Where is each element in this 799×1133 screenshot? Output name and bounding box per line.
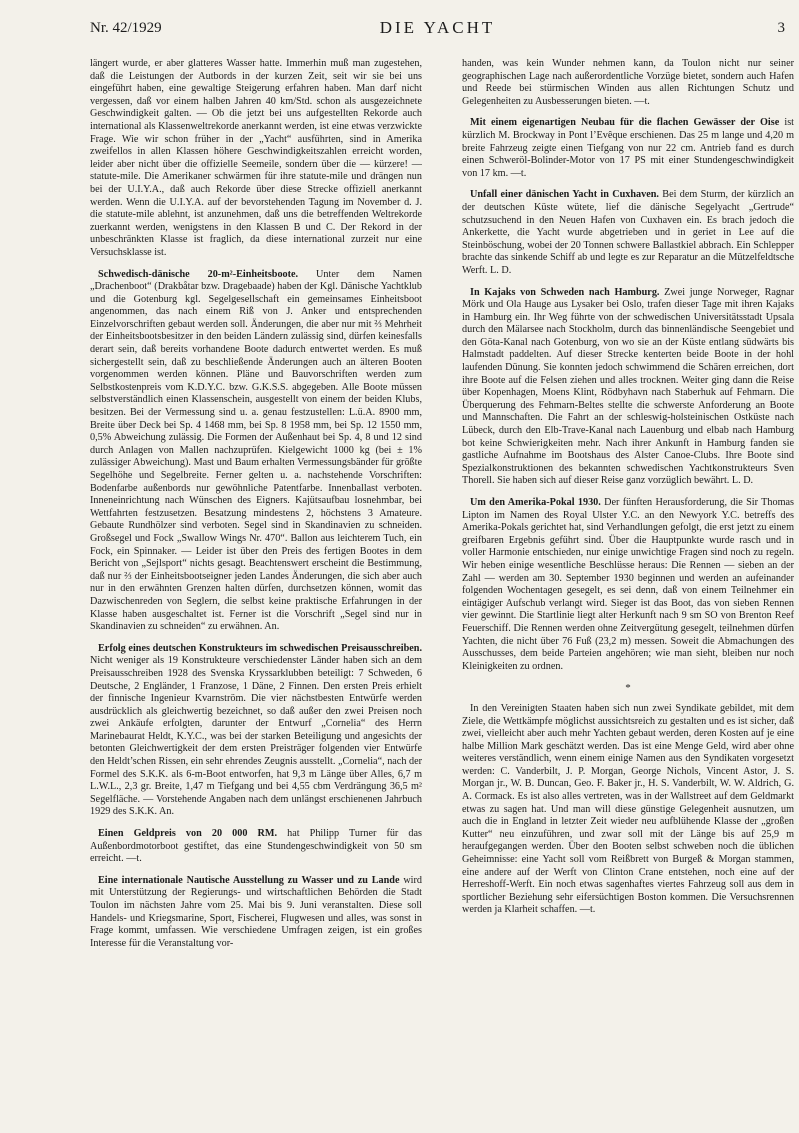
article-body: Der fünften Herausforderung, die Sir Thomas Lipton im Namen des Royal Ulster Y.C. an den Newyork Y.C. betreffs des Amerika-Pokals gerichtet hat, sind Verhandlungen gefolgt, die erst jetzt zu einem greifbaren Ergebnis geführt sind. Über die Hauptpunkte wurde rasch und in voller Harmonie entschieden, nur einige unwichtige Fragen sind noch zu regeln. Wir heben einige wesentliche Beschlüsse heraus: Die Rennen — sieben an der Zahl — werden am 30. September 1930 beginnen und werden an aufeinander folgenden Wochentagen gesegelt, es sei denn, daß von einem Teilnehmer ein eintägiger Aufschub verlangt wird. Sieger ist das Boot, das von sieben Rennen vier gewinnt. Die Startlinie liegt alter Herkunft nach 9 sm SO von Brenton Reef Feuerschiff. Die Rennen werden ohne Zeitvergütung gesegelt, teilnehmen dürfen Yachten, die nicht über 76 Fuß (23,2 m) messen. Soweit die Abmachungen des Ausschusses, dem beide Parteien angehören; wie man sieht, bleiben nur noch Kleinigkeiten zu ordnen.: [462, 497, 794, 672]
section-separator-star: *: [625, 682, 631, 695]
article-headline: Eine internationale Nautische Ausstellung zu Wasser und zu Lande: [98, 874, 400, 886]
article-continuation: handen, was kein Wunder nehmen kann, da Toulon nicht nur seiner geographischen Lage nach außerordentliche Vorzüge bietet, sondern auch Hafen und Reede bei stürmischen Winden aus allen Richtungen Schutz und Gelegenheiten zu Ausbesserungen bieten. —t.: [462, 58, 794, 107]
article-syndikate: [462, 703, 794, 917]
article-headline: Um den Amerika-Pokal 1930.: [470, 497, 601, 508]
article-cuxhaven-unfall: [462, 189, 794, 277]
article-headline: Einen Geldpreis von 20 000 RM.: [98, 828, 278, 840]
page-number: 3: [777, 20, 785, 36]
article-continuation: längert wurde, er aber glatteres Wasser hatte. Immerhin muß man zugestehen, daß die Leistungen der Autbords in der kurzen Zeit, seit wir sie bei uns eingeführt haben, eine gewaltige Steigerung erfahren haben. Man darf nicht vergessen, daß vor einem halben Jahren 40 km/Std. schon als ausgezeichnete Geschwindigkeit galten. — Ob die jetzt bei uns aufgestellten Rekorde auch international als Klassenweltrekorde anerkannt werden, ist eine etwas verzwickte Frage. Wie wir schon früher in der „Yacht“ ausführten, sind in Amerika zweifellos in allen Klassen höhere Geschwindigkeitszahlen erreicht worden, leider aber nicht über die offizielle Seemeile, sondern über die — kürzere! — statute-mile. Die Amerikaner schwärmen für ihre statute-mile und drängen nun bei der U.I.Y.A., daß auch Rekorde über diese Strecke offiziell anerkannt werden. Wenn die U.I.Y.A. auf der bevorstehenden Tagung im November d. J. die statute-mile ablehnt, ist anzunehmen, daß uns die betreffenden Weltrekorde zuerkannt werden, wenigstens in den Klassen B und C. Der Rekord in der unbeschränkten Klasse ist fraglich, da diese international zurzeit nur eine Versuchsklasse ist.: [90, 58, 422, 258]
magazine-title: DIE YACHT: [379, 18, 496, 37]
issue-number: Nr. 42/1929: [90, 20, 162, 36]
article-body: hat Philipp Turner für das Außenbordmotorboot gestiftet, das eine Stundengeschwindigkeit von 50 sm erreicht. —t.: [90, 828, 422, 865]
article-body: Unter dem Namen „Drachenboot“ (Drakbåtar bzw. Dragebaade) haben der Kgl. Dänische Yachtklub und die Gotenburg kgl. Segelgesellschaft ein gemeinsames Einheitsboot angenommen, das nach einem Riß von J. Anker und entsprechenden Einzelvorschriften gebaut werden soll. Änderungen, die aber nur mit ⅔ Mehrheit der Einheitsbootsbesitzer in den beiden Ländern zulässig sind, dürfen keinesfalls derart sein, daß bereits vorhandene Boote dadurch entwertet werden. Es muß sichergestellt sein, daß zu beschließende Änderungen auch an älteren Booten vorgenommen werden können. Pläne und Bauvorschriften werden zum Selbstkostenpreis vom K.D.Y.C. bzw. G.K.S.S. abgegeben. Alle Boote müssen selbstverständlich einen Klassenschein, ausgestellt von einem der beiden Klubs, besitzen. Bei der Vermessung sind u. a. genau festzustellen: L.ü.A. 8900 mm, Breite über Deck bei Sp. 4 1468 mm, bei Sp. 8 1958 mm, bei Sp. 12 1550 mm, 0,5% Abweichung zulässig. Die Formen der Außenhaut bei Sp. 4, 8 und 12 sind durch Anlagen von Mallen nachzuprüfen. Kielgewicht 1000 kg (bei ± 1% zulässiger Abweichung). Mast und Baum erhalten Vermessungsbänder für größte Segelhöhe und Segelbreite. Ferner gelten u. a. nachstehende Vorschriften: Bodenfarbe außenbords nur gewöhnliche Patentfarbe. Innenballast verboten. Inneneinrichtung nach Wünschen des Eigners. Kajütsaufbau losnehmbar, bei Wettfahrten festzusetzen. Besatzung mindestens 2, höchstens 3 Amateure. Gebaute Rundhölzer sind verboten. Segel sind in Skandinavien zu schneiden. Großsegel und Fock „Swallow Wings Nr. 470“. Ballon aus leichterem Tuch, ein Fock, ein Spinnaker. — Leider ist über den Preis des fertigen Bootes in dem Bericht von „Sejlsport“ nichts gesagt. Beachtenswert erscheint die Bestimmung, daß nur ⅔ der Einheitsbootseigner jeden Landes Änderungen, die sich aber auch nur in den erwähnten Grenzen halten dürfen, durchsetzen können, womit das Dazwischenreden von Seglern, die selbst keine praktische Erfahrungen in der Klasse haben ausgeschaltet ist. Ferner ist die Vorschrift „Segel sind nur in Skandinavien zu schneiden“ zu erwähnen. An.: [90, 268, 423, 633]
article-body: ist kürzlich M. Brockway in Pont l’Evêque erschienen. Das 25 m lange und 4,20 m breite Fahrzeug zeigte einen Tiefgang von nur 22 cm. Antrieb fand es durch einen Schweröl-Bolinder-Motor von 17 PS mit einer Stundengeschwindigkeit von 17 km. —t.: [462, 117, 794, 179]
article-body: Nicht weniger als 19 Konstrukteure verschiedenster Länder haben sich an dem Preisausschreiben 1928 des Svenska Kryssarklubben beteiligt: 7 Schweden, 6 Deutsche, 2 Engländer, 1 Franzose, 1 Däne, 2 Finnen. Den ersten Preis erhielt der finnische Ingenieur Kvarnström. Die vier nächstbesten Entwürfe werden ausdrücklich als gleichwertig bezeichnet, so daß außer den zwei Preisen noch zwei Ankäufe erfolgten, darunter der Entwurf „Cornelia“ des Herrn Marinebaurat Heldt, K.Y.C., was bei der starken Beteiligung und angesichts der betonten Gleichwertigkeit der dem ersten Preisträger folgenden vier Entwürfe den Heldt’schen Rissen, ein sehr ehrendes Zeugnis ausstellt. „Cornelia“, nach der Formel des S.K.K. als 6-m-Boot entworfen, hat 9,3 m Länge über Alles, 6,7 m L.W.L., 2,3 gr. Breite, 1,47 m Tiefgang und bei 4,55 cbm Verdrängung 36,5 m² Segelfläche. — Vorstehende Angaben nach dem unlängst erschienenen Jahrbuch 1929 des S.K.K. An.: [90, 655, 422, 818]
page-header: [90, 18, 785, 44]
article-headline: Schwedisch-dänische 20-m²-Einheitsboote.: [98, 268, 299, 280]
article-body: Zwei junge Norweger, Ragnar Mörk und Ola Hauge aus Lysaker bei Oslo, trafen dieser Tage mit ihren Kajaks in Hamburg ein. Ihr Weg führte von der schwedischen Universitätsstadt Upsala durch den Mälarsee nach Stockholm, durch das binnenländische Seengebiet und den Göta-Kanal nach Gotenburg, von wo sie an der Küste entlang südwärts bis Halmstadt paddelten. Auf dieser Strecke kenterten beide Boote in der hohl laufenden Dünung. Sie konnten jedoch schwimmend die Schären erreichen, dort ihre Boote auf die Felsen ziehen und alles trocknen. Weiter ging dann die Reise über Kopenhagen, Moens Klint, Rödbyhavn nach Staberhuk auf Fehmarn. Die Überquerung des Fehmarn-Beltes stellte die schwerste Anforderung an Boote und Mannschaften. Die Fahrt an der schleswig-holsteinischen Ostküste nach Lübeck, durch den Elb-Trave-Kanal nach Lauenburg und elbab nach Hamburg bot keine Schwierigkeiten mehr. Nach ihrer Ankunft in Hamburg fanden sie gastliche Aufnahme im Bootshaus des Alster Canoe-Clubs. Ihre Boote sind Spezialkonstruktionen des bekannten schwedischen Yachtkonstrukteurs Sven Thorell. Sie haben sich auf dieser Reise ganz vorzüglich bewährt. L. D.: [462, 286, 795, 487]
article-headline: Mit einem eigenartigen Neubau für die flachen Gewässer der Oise: [470, 117, 780, 129]
article-konstrukteur: [90, 643, 422, 819]
article-body: wird mit Unterstützung der Regierungs- und wirtschaftlichen Behörden die Stadt Toulon im nächsten Jahre vom 25. Mai bis 9. Juni veranstalten. Diese soll Handels- und Kriegsmarine, Sport, Fischerei, Flugwesen und alles, was sonst in Frage kommt, umfassen. Wie verschiedene Umfragen zeigen, ist ein großes Interesse für die Veranstaltung vor-: [90, 874, 422, 949]
article-oise-neubau: [462, 117, 794, 180]
article-headline: In Kajaks von Schweden nach Hamburg.: [470, 286, 660, 298]
article-drachenboot: [90, 269, 422, 634]
article-body: Bei dem Sturm, der kürzlich an der deutschen Küste wütete, lief die dänische Segelyacht „Gertrude“ schutzsuchend in den Neuen Hafen von Cuxhaven ein. Es brach jedoch die Ankerkette, die Yacht wurde abgetrieben und in geriet in Lee auf die Steinböschung, wobei der 20 Tonnen schwere Ballastkiel abbrach. Ein Schlepper brachte das sinkende Schiff ab und legte es zur Reparatur an die Mützelfeldtsche Werft. L. D.: [462, 189, 794, 276]
article-amerika-pokal: [462, 497, 794, 673]
article-geldpreis: [90, 828, 422, 866]
right-column: [462, 58, 794, 926]
article-headline: Unfall einer dänischen Yacht in Cuxhaven.: [470, 189, 659, 201]
left-column: [90, 58, 422, 959]
article-body: In den Vereinigten Staaten haben sich nun zwei Syndikate gebildet, mit dem Ziele, die Wettkämpfe möglichst aussichtsreich zu gestalten und es ist sicher, daß zwei, vielleicht aber auch mehr Yachten gebaut werden, deren Kosten auf je eine halbe Million Mark geschätzt werden. Das ist eine Menge Geld, wird aber ohne weiteres verständlich, wenn einem einige Namen aus den Syndikaten vorgesetzt werden: C. Vanderbilt, J. P. Morgan, George Nichols, Vincent Astor, J. S. Morgan jr., W. B. Duncan, Geo. F. Baker jr., H. S. Vanderbilt, W. W. Aldrich, G. A. Cormack. Es ist also alles vertreten, was in der Wallstreet auf dem Geldmarkt etwas zu sagen hat. Und man will diese günstige Gelegenheit ausnutzen, um auch die in England in letzter Zeit wieder neu aufblühende Klasse der „großen Kutter“ neu einzuführen, und zwar soll mit der Länge bis auf 25,9 m heraufgegangen werden. Über den Booten selbst schweben noch die üblichen Geheimnisse: eine Yacht soll vom Reißbrett von Burgeß & Morgan stammen, eine andere auf der Werft von Clinton Crane entstehen, noch eine auf der Herreshoff-Werft. Ein noch etwas sagenhaftes viertes Fahrzeug soll aus dem in sportlicher Beziehung sehr eifersüchtigen Boston kommen. Die Versuchsrennen werden ja Klarheit schaffen. —t.: [462, 702, 794, 916]
article-kajaks: [462, 287, 794, 489]
article-ausstellung: [90, 875, 422, 951]
article-headline: Erfolg eines deutschen Konstrukteurs im schwedischen Preisausschreiben.: [98, 642, 422, 654]
